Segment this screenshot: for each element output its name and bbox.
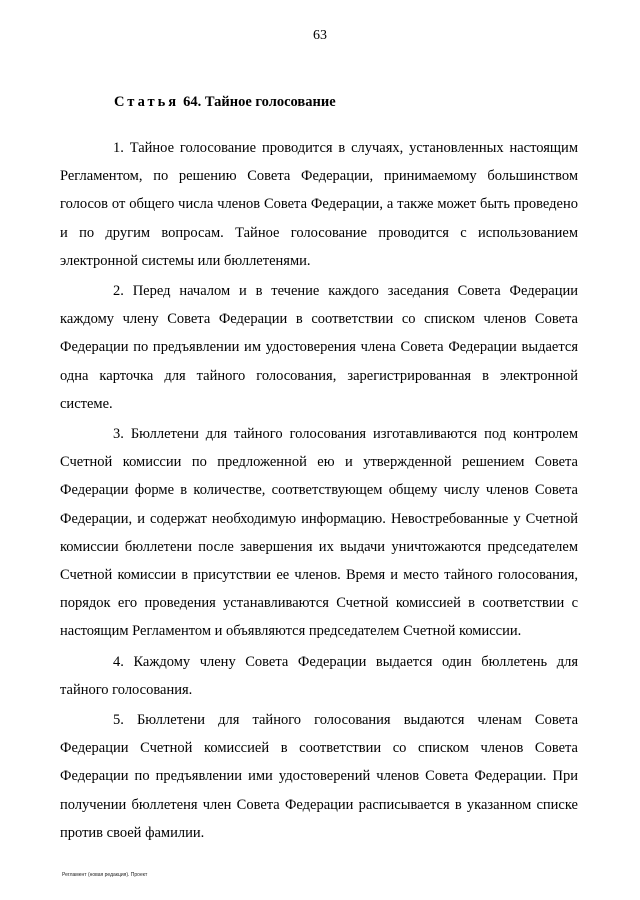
article-title [114,94,336,111]
paragraph-3: 3. Бюллетени для тайного голосования изготавливаются под контролем Счетной комиссии по предложенной ею и утвержденной решением Совета Федерации форме в количестве, соответствующем общему числу членов Совета Федерации, и содержат необходимую информацию. Невостребованные у Счетной комиссии бюллетени после завершения их выдачи уничтожаются председателем Счетной комиссии в присутствии ее членов. Время и место тайного голосования, порядок его проведения устанавливаются Счетной комиссией в соответствии с настоящим Регламентом и объявляются председателем Счетной комиссии. [60,426,578,640]
paragraph-4: 4. Каждому члену Совета Федерации выдается один бюллетень для тайного голосования. [60,653,578,698]
paragraph-2: 2. Перед началом и в течение каждого заседания Совета Федерации каждому члену Совета Федерации в соответствии со списком членов Совета Федерации по предъявлении им удостоверения члена Совета Федерации выдается одна карточка для тайного голосования, зарегистрированная в электронной системе. [60,283,578,412]
article-body [60,134,578,847]
paragraph-1: 1. Тайное голосование проводится в случаях, установленных настоящим Регламентом, по решению Совета Федерации, принимаемому большинством голосов от общего числа членов Совета Федерации, а также может быть проведено и по другим вопросам. Тайное голосование проводится с использованием электронной системы или бюллетенями. [60,140,578,269]
footer-note: Регламент (новая редакция). Проект [62,872,148,878]
page-number: 63 [313,28,327,43]
article-heading: 64. Тайное голосование [183,94,336,110]
article-label: Статья [114,94,180,110]
paragraph-5: 5. Бюллетени для тайного голосования выдаются членам Совета Федерации Счетной комиссией в соответствии со списком членов Совета Федерации по предъявлении ими удостоверений членов Совета Федерации. При получении бюллетеня член Совета Федерации расписывается в указанном списке против своей фамилии. [60,712,578,841]
